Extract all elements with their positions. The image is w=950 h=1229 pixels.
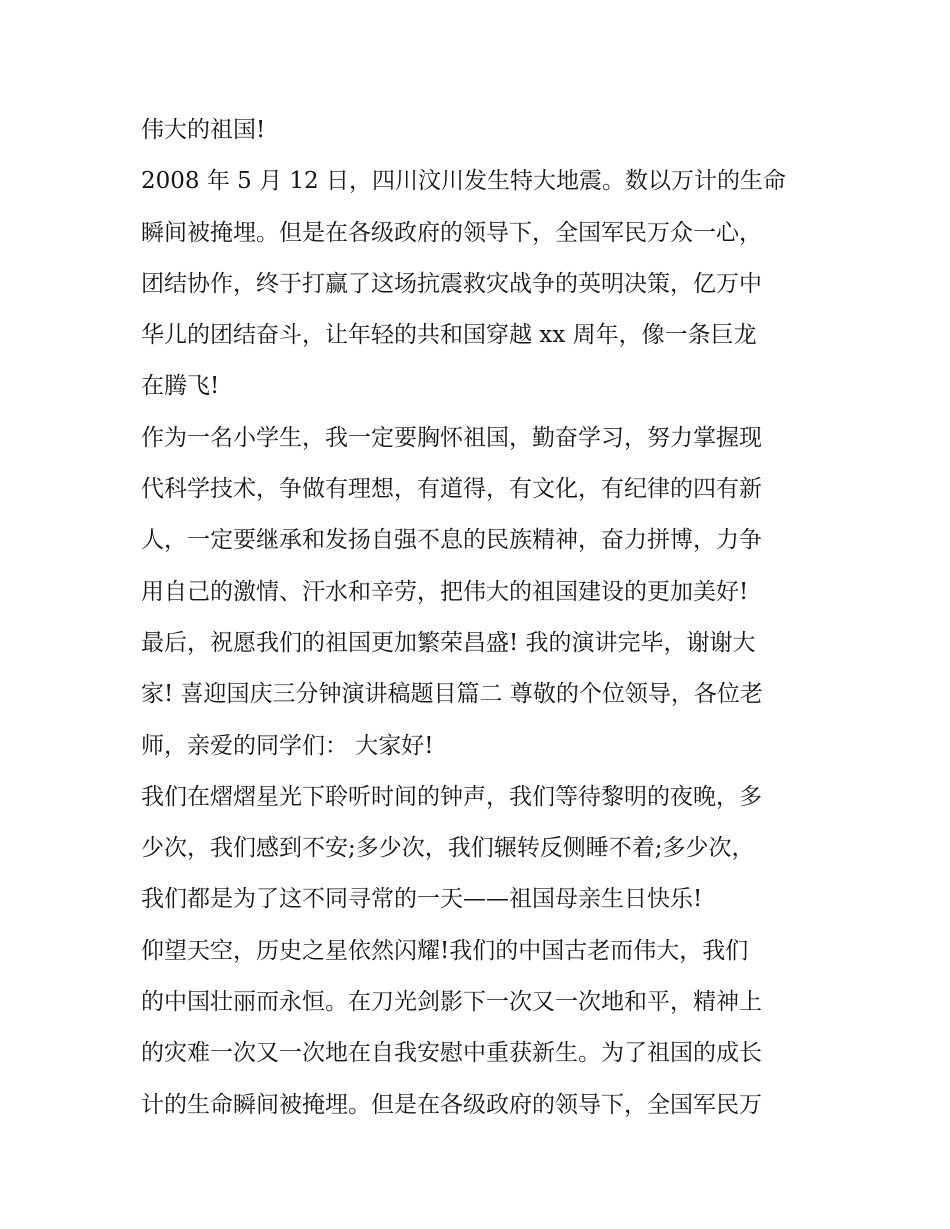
text-line: 团结协作，终于打赢了这场抗震救灾战争的英明决策，亿万中 xyxy=(141,270,762,297)
text-line: 华儿的团结奋斗，让年轻的共和国穿越 xx 周年，像一条巨龙 xyxy=(141,322,757,349)
text-line: 我们在熠熠星光下聆听时间的钟声，我们等待黎明的夜晚，多 xyxy=(141,783,762,810)
text-line: 师，亲爱的同学们： 大家好! xyxy=(141,732,434,759)
text-line: 计的生命瞬间被掩埋。但是在各级政府的领导下，全国军民万 xyxy=(141,1091,762,1118)
text-line: 2008 年 5 月 12 日，四川汶川发生特大地震。数以万计的生命 xyxy=(141,168,786,195)
text-line: 家! 喜迎国庆三分钟演讲稿题目篇二 尊敬的个位领导，各位老 xyxy=(141,681,763,708)
text-line: 作为一名小学生，我一定要胸怀祖国，勤奋学习，努力掌握现 xyxy=(141,424,762,451)
text-line: 的灾难一次又一次地在自我安慰中重获新生。为了祖国的成长 xyxy=(141,1040,762,1067)
text-line: 的中国壮丽而永恒。在刀光剑影下一次又一次地和平，精神上 xyxy=(141,989,762,1016)
text-line: 在腾飞! xyxy=(141,373,220,400)
text-line: 最后，祝愿我们的祖国更加繁荣昌盛! 我的演讲完毕，谢谢大 xyxy=(141,629,756,656)
text-line: 我们都是为了这不同寻常的一天——祖国母亲生日快乐! xyxy=(141,886,703,913)
text-line: 用自己的激情、汗水和辛劳，把伟大的祖国建设的更加美好! xyxy=(141,578,749,605)
document-body xyxy=(141,108,821,1134)
text-line: 代科学技术，争做有理想，有道得，有文化，有纪律的四有新 xyxy=(141,476,762,503)
text-line: 瞬间被掩埋。但是在各级政府的领导下，全国军民万众一心， xyxy=(141,219,762,246)
text-line: 伟大的祖国! xyxy=(141,117,266,143)
text-line: 人，一定要继承和发扬自强不息的民族精神，奋力拼博，力争 xyxy=(141,527,762,554)
text-line: 仰望天空，历史之星依然闪耀!我们的中国古老而伟大，我们 xyxy=(141,937,749,964)
text-line: 少次，我们感到不安;多少次，我们辗转反侧睡不着;多少次， xyxy=(141,835,755,862)
